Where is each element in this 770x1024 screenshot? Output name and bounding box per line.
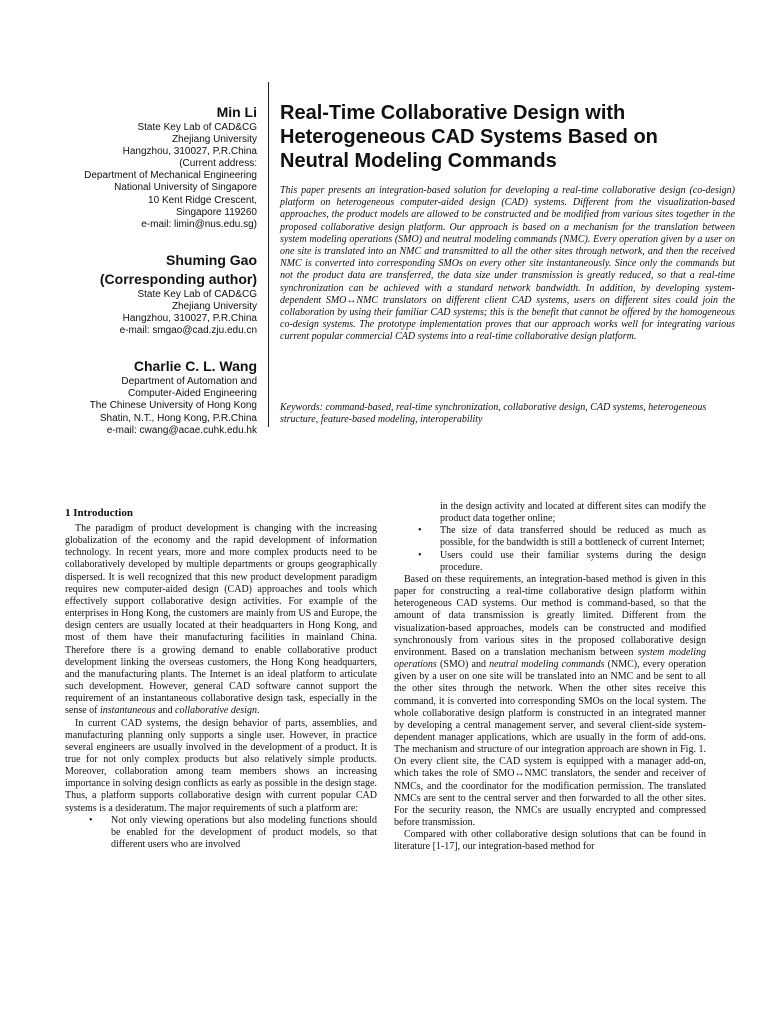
- requirements-list-continued: [394, 501, 706, 574]
- affiliation-line: Department of Automation and: [121, 376, 257, 388]
- affiliation-line: State Key Lab of CAD&CG: [137, 122, 257, 133]
- list-item: in the design activity and located at different sites can modify the product data together online;: [440, 501, 706, 525]
- author-email: e-mail: smgao@cad.zju.edu.cn: [119, 325, 257, 337]
- list-item: • The size of data transferred should be reduced as much as possible, for the bandwidth is still a bottleneck of current Internet;: [394, 525, 706, 549]
- affiliation-line: Shatin, N.T., Hong Kong, P.R.China: [99, 412, 257, 424]
- affiliation-line: Singapore 119260: [176, 206, 257, 218]
- affiliation-line: Computer-Aided Engineering: [128, 388, 257, 400]
- affiliation-line: State Key Lab of CAD&CG: [137, 288, 257, 300]
- requirements-list: [65, 815, 377, 851]
- list-item: • Users could use their familiar systems during the design procedure.: [394, 550, 706, 574]
- section-heading: 1 Introduction: [65, 507, 133, 519]
- author-email: e-mail: limin@nus.edu.sg): [141, 218, 257, 230]
- author-min-li: [60, 103, 257, 231]
- body-column-left: [65, 506, 377, 851]
- author-charlie-wang: [60, 357, 257, 436]
- vertical-divider: [268, 82, 269, 427]
- affiliation-line: The Chinese University of Hong Kong: [89, 400, 257, 412]
- corresponding-author-note: (Corresponding author): [99, 270, 257, 287]
- paragraph: Compared with other collaborative design solutions that can be found in literature [1-17], our integration-based method for: [394, 829, 706, 853]
- affiliation-line: Zhejiang University: [171, 134, 257, 146]
- body-column-right: [394, 501, 706, 854]
- affiliation-line: (Current address:: [179, 158, 257, 170]
- affiliation-line: Zhejiang University: [171, 300, 257, 312]
- affiliation-line: Hangzhou, 310027, P.R.China: [122, 146, 257, 158]
- author-name: Charlie C. L. Wang: [133, 358, 257, 375]
- keywords: Keywords: command-based, real-time synchronization, collaborative design, CAD systems, heterogeneous structure, feature-based modeling, interoperability: [280, 402, 707, 426]
- author-shuming-gao: [60, 251, 257, 337]
- paper-title: Real-Time Collaborative Design with Heterogeneous CAD Systems Based on Neutral Modeling Commands: [280, 102, 658, 172]
- abstract: This paper presents an integration-based solution for developing a real-time collaborative design (co-design) platform on heterogeneous computer-aided design (CAD) systems. Different from the visualization-based approaches, the product models are allowed to be constructed and be modified from various sites together in the proposed collaborative design platform. Our approach is based on a mechanism for the translation between system modeling operations (SMO) and neutral modeling commands (NMC). Every operation given by a user on one site is translated into an NMC and transmitted to all the other sites through network, and then the received NMC is converted into corresponding SMOs on every other site instantaneously. Since only the commands but not the product data are transferred, the data size under transmission is greatly reduced, so that a real-time synchronization can be achieved with a standard network bandwidth. In addition, by developing system-dependent SMO↔NMC translators on different client CAD systems, users on different sites could join the collaboration by using their familiar CAD systems; this is the benefit that cannot be offered by the homogeneous co-design systems. The prototype implementation proves that our approach works well for integrating various current popular commercial CAD systems into a real-time collaborative design platform.: [280, 185, 735, 343]
- list-item: • Not only viewing operations but also modeling functions should be enabled for the development of product models, so that different users who are involved: [65, 815, 377, 851]
- author-name: Min Li: [216, 104, 257, 120]
- paragraph: Based on these requirements, an integration-based method is given in this paper for constructing a real-time collaborative design platform within heterogeneous CAD systems. Our method is command-based, so that the amount of data transmission is greatly limited. Different from the visualization-based approaches, models can be constructed and modified synchronously from various sites in the proposed collaborative design environment. Based on a translation mechanism between system modeling operations (SMO) and neutral modeling commands (NMC), every operation given by a user on one site will be translated into an NMC and be sent to all the other sites through the network. When the other sites receive this command, it is converted into corresponding SMOs on the local system. The whole collaborative design platform is constructed in an integrated manner by developing a central management server, and several client-side system-dependent manager applications, which are usually in the form of add-ons. The mechanism and structure of our integration approach are shown in Fig. 1. On every client site, the CAD system is equipped with a manager add-on, which takes the role of SMO↔NMC translators, the sender and receiver of NMCs, and the coordinator for the modification permission. The translated NMCs are sent to the central server and then forwarded to all the other sites. For the security reason, the NMCs are usually encrypted and compressed before transmission.: [394, 573, 706, 829]
- author-email: e-mail: cwang@acae.cuhk.edu.hk: [106, 424, 257, 436]
- author-list: [60, 103, 257, 457]
- paragraph: In current CAD systems, the design behavior of parts, assemblies, and manufacturing planning only supports a single user. However, in practice several engineers are usually involved in the development of a product. It is true for not only complex products but also relatively simple products. Moreover, collaboration among team members shows an increasing importance in solving design conflicts as early as possible in the design stage. Thus, a platform supports collaborative design with current popular CAD systems is a desideratum. The major requirements of such a platform are:: [65, 717, 377, 814]
- affiliation-line: National University of Singapore: [114, 182, 257, 194]
- affiliation-line: Hangzhou, 310027, P.R.China: [122, 313, 257, 325]
- author-name: Shuming Gao: [166, 251, 257, 268]
- paragraph: The paradigm of product development is changing with the increasing globalization of the economy and the rapid development of information technology. In recent years, more and more complex products need to be collaboratively developed by multiple departments or groups geographically dispersed. It is well recognized that this new product development paradigm requires new computer-aided design (CAD) approaches and tools which effectively support collaborative design activities. For example of the enterprises in Hong Kong, the customers are mainly from US and Europe, the design centers are usually located at their headquarters in Hong Kong, and most of them have their manufacturing facilities in mainland China. Therefore there is a growing demand to enable collaborative product development linking the overseas customers, the Hong Kong headquarters, and the manufacturing plants. The Internet is an ideal platform to articulate such development. However, general CAD software cannot support the requirement of an instantaneous collaborative design task, especially in the sense of instantaneous and collaborative design.: [65, 523, 377, 717]
- affiliation-line: Department of Mechanical Engineering: [84, 170, 257, 182]
- affiliation-line: 10 Kent Ridge Crescent,: [148, 194, 257, 206]
